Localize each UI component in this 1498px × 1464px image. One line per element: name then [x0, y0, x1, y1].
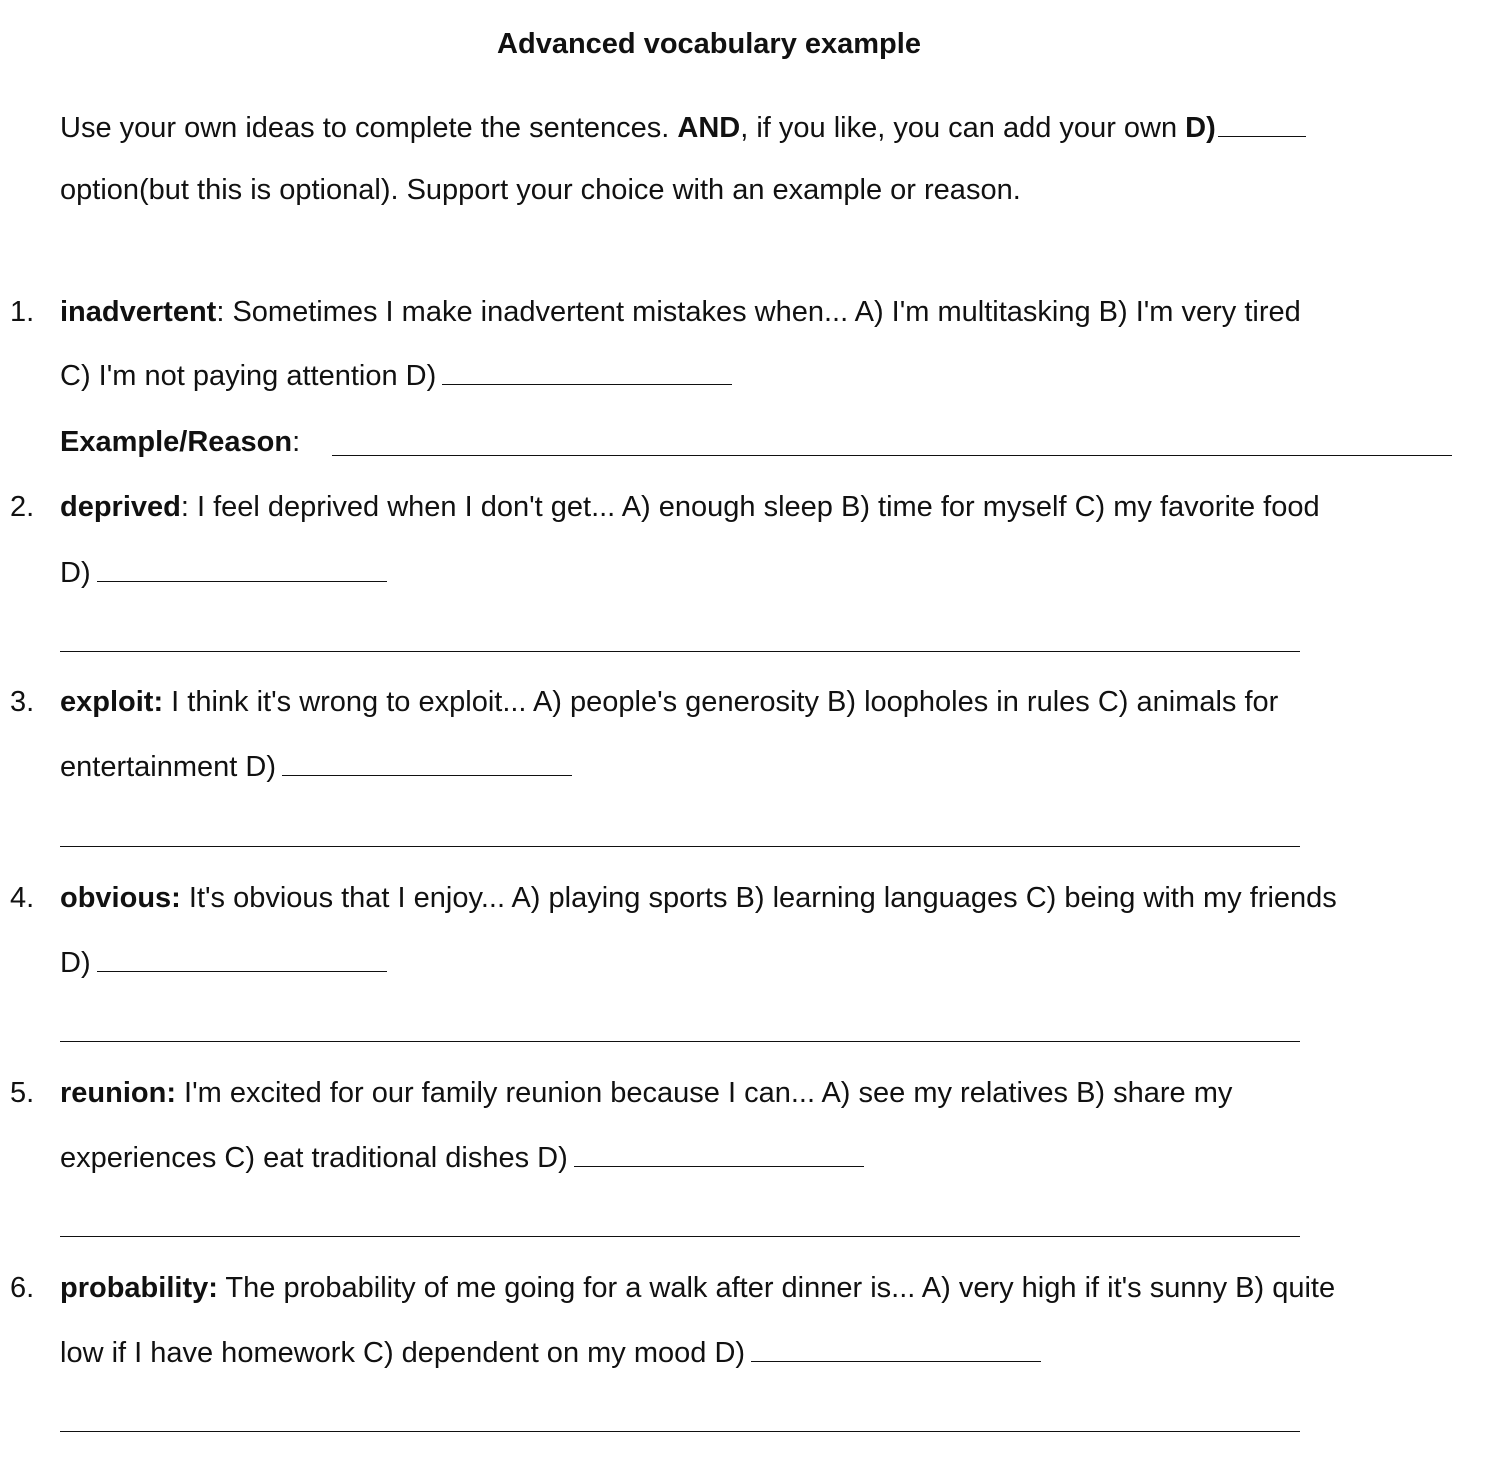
reason-colon: : — [292, 426, 301, 458]
reason-answer-line[interactable] — [332, 455, 1452, 456]
item-2-line-1 — [60, 489, 1320, 525]
instructions-line-2: option(but this is optional). Support your choice with an example or reason. — [60, 174, 1021, 206]
item-prompt: I feel deprived when I don't get... A) enough sleep B) time for myself C) my favorite food — [188, 491, 1320, 523]
item-term-colon: : — [180, 491, 189, 523]
option-d-blank[interactable] — [97, 970, 387, 972]
item-4-line-1 — [60, 880, 1337, 916]
item-prompt-cont: low if I have homework C) dependent on my mood D) — [60, 1337, 746, 1369]
item-2-line-2 — [60, 555, 387, 591]
item-4-line-2 — [60, 945, 387, 981]
instructions-d-blank[interactable] — [1218, 135, 1306, 137]
option-d-blank[interactable] — [442, 383, 732, 385]
option-d-blank[interactable] — [574, 1165, 864, 1167]
item-3-line-2 — [60, 749, 572, 785]
item-term: deprived — [60, 491, 181, 523]
item-prompt: I'm excited for our family reunion because I can... A) see my relatives B) share my — [176, 1077, 1233, 1109]
option-d-blank[interactable] — [751, 1360, 1041, 1362]
item-number: 4. — [10, 882, 35, 914]
item-6-line-2 — [60, 1335, 1041, 1371]
item-number: 6. — [10, 1272, 35, 1304]
item-term: inadvertent — [60, 296, 217, 328]
instructions-line-1 — [60, 110, 1460, 146]
item-prompt-cont: D) — [60, 557, 91, 589]
instructions-text: Use your own ideas to complete the sentences. — [60, 112, 678, 144]
item-term-colon: : — [216, 296, 225, 328]
reason-answer-line[interactable] — [60, 651, 1300, 652]
item-number: 2. — [10, 491, 35, 523]
instructions-d-label: D) — [1185, 112, 1216, 144]
item-prompt: It's obvious that I enjoy... A) playing sports B) learning languages C) being with my friends — [180, 882, 1337, 914]
item-prompt-cont: entertainment D) — [60, 751, 276, 783]
item-prompt-cont: experiences C) eat traditional dishes D) — [60, 1142, 568, 1174]
item-prompt: Sometimes I make inadvertent mistakes when... A) I'm multitasking B) I'm very tired — [224, 296, 1301, 328]
instructions-text-2: , if you like, you can add your own — [740, 112, 1186, 144]
instructions-and: AND — [677, 112, 741, 144]
reason-answer-line[interactable] — [60, 846, 1300, 847]
item-1-line-2 — [60, 358, 732, 394]
reason-answer-line[interactable] — [60, 1236, 1300, 1237]
item-number: 1. — [10, 296, 35, 328]
item-5-line-2 — [60, 1140, 864, 1176]
item-3-line-1 — [60, 684, 1278, 720]
item-1-line-1 — [60, 294, 1301, 330]
option-d-blank[interactable] — [97, 580, 387, 582]
item-prompt: The probability of me going for a walk after dinner is... A) very high if it's sunny B) quite — [217, 1272, 1336, 1304]
item-term: obvious: — [60, 882, 181, 914]
reason-answer-line[interactable] — [60, 1041, 1300, 1042]
item-number: 3. — [10, 686, 35, 718]
item-number: 5. — [10, 1077, 35, 1109]
item-prompt-cont: D) — [60, 947, 91, 979]
item-term: exploit: — [60, 686, 164, 718]
item-1-reason — [60, 424, 300, 460]
reason-answer-line[interactable] — [60, 1431, 1300, 1432]
page-title: Advanced vocabulary example — [497, 28, 921, 60]
reason-label: Example/Reason — [60, 426, 293, 458]
option-d-blank[interactable] — [282, 774, 572, 776]
item-prompt-cont: C) I'm not paying attention D) — [60, 360, 437, 392]
item-term: probability: — [60, 1272, 218, 1304]
item-5-line-1 — [60, 1075, 1232, 1111]
item-prompt: I think it's wrong to exploit... A) people's generosity B) loopholes in rules C) animals for — [163, 686, 1279, 718]
item-6-line-1 — [60, 1270, 1335, 1306]
item-term: reunion: — [60, 1077, 176, 1109]
